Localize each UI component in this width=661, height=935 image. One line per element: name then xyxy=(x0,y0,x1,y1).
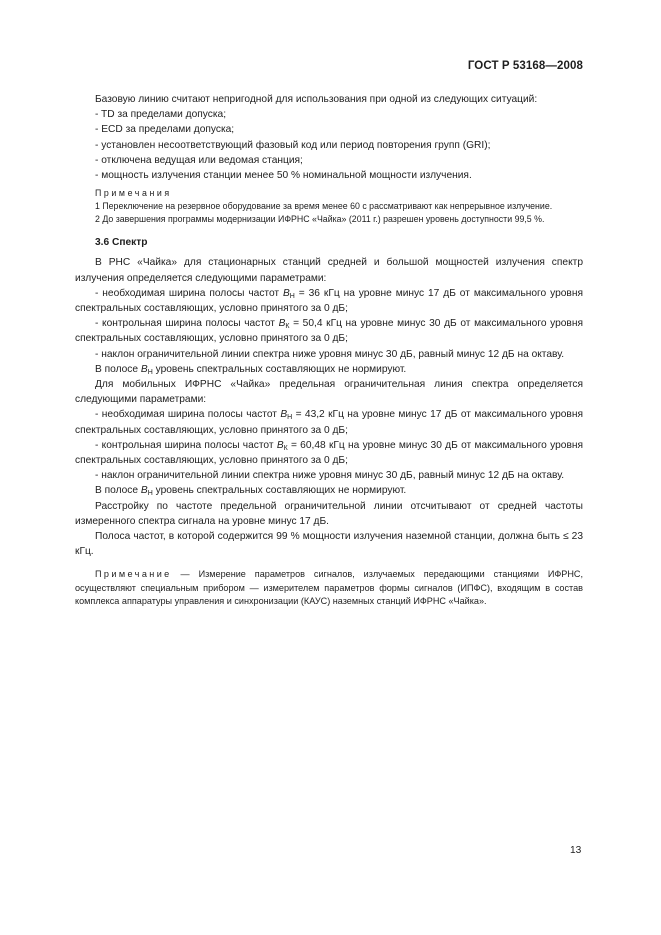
mobile-bandwidth-item: - необходимая ширина полосы частот $B_Н = 43,2$ кГц на уровне минус 17 дБ от максимального уровня спектральных составляющих, условно принятого за 0 дБ; xyxy=(75,409,583,436)
stationary-slope-item: - наклон ограничительной линии спектра ниже уровня минус 30 дБ, равный минус 12 дБ на октаву. xyxy=(95,348,565,360)
detuning-paragraph: Расстройку по частоте предельной ограничительной линии отсчитывают от средней частоты измеренного спектра сигнала на уровне минус 17 дБ. xyxy=(75,500,583,527)
power-band-paragraph: Полоса частот, в которой содержится 99 % мощности излучения наземной станции, должна быть ≤ 23 кГц. xyxy=(75,531,583,558)
situations-list xyxy=(75,107,583,183)
list-item: - установлен несоответствующий фазовый код или период повторения групп (GRI); xyxy=(95,139,491,151)
mobile-paragraph: Для мобильных ИФРНС «Чайка» предельная ограничительная линия спектра определяется следующими параметрами: xyxy=(75,379,583,406)
stationary-bandwidth-item: - необходимая ширина полосы частот $B_Н = 36$ кГц на уровне минус 17 дБ от максимального уровня спектральных составляющих, условно принятого за 0 дБ; xyxy=(75,287,583,315)
page-number: 13 xyxy=(570,845,582,856)
document-header: ГОСТ Р 53168—2008 xyxy=(467,60,583,72)
list-item: - ECD за пределами допуска; xyxy=(95,124,235,136)
stationary-control-bandwidth-item: - контрольная ширина полосы частот $B_К = 50,4$ кГц на уровне минус 30 дБ от максимального уровня спектральных составляющих, условно принятого за 0 дБ; xyxy=(75,318,583,345)
intro-paragraph: Базовую линию считают непригодной для использования при одной из следующих ситуаций: xyxy=(95,94,538,105)
mobile-band-note: В полосе $B_Н$ уровень спектральных составляющих не нормируют. xyxy=(95,485,407,498)
notes-title: Примечания xyxy=(95,188,172,199)
section-title: 3.6 Спектр xyxy=(95,237,148,249)
final-note-text: — Измерение параметров сигналов, излучаемых передающими станциями ИФРНС, осуществляют специальным прибором — измерителем параметров формы сигналов (ИПФС), входящим в состав комплекса аппаратуры управления и синхронизации (КАУС) наземных станций ИФРНС «Чайка». xyxy=(75,569,583,607)
list-item: - TD за пределами допуска; xyxy=(95,109,227,121)
stationary-band-note: В полосе $B_Н$ уровень спектральных составляющих не нормируют. xyxy=(95,363,407,376)
list-item: - отключена ведущая или ведомая станция; xyxy=(95,154,303,166)
spectrum-paragraph: В РНС «Чайка» для стационарных станций средней и большой мощностей излучения спектр излучения определяется следующими параметрами: xyxy=(75,257,583,284)
note-item: 2 До завершения программы модернизации ИФРНС «Чайка» (2011 г.) разрешен уровень доступности 99,5 %. xyxy=(95,214,545,225)
list-item: - мощность излучения станции менее 50 % номинальной мощности излучения. xyxy=(95,170,472,182)
note-item: 1 Переключение на резервное оборудование за время менее 60 с рассматривают как непрерывное излучение. xyxy=(95,201,553,212)
mobile-control-bandwidth-item: - контрольная ширина полосы частот $B_К = 60,48$ кГц на уровне минус 30 дБ от максимального уровня спектральных составляющих, условно принятого за 0 дБ; xyxy=(75,439,583,467)
mobile-slope-item: - наклон ограничительной линии спектра ниже уровня минус 30 дБ, равный минус 12 дБ на октаву. xyxy=(95,470,565,482)
page-content xyxy=(75,92,583,618)
final-note-label: Примечание xyxy=(95,569,172,580)
final-note xyxy=(75,568,583,609)
